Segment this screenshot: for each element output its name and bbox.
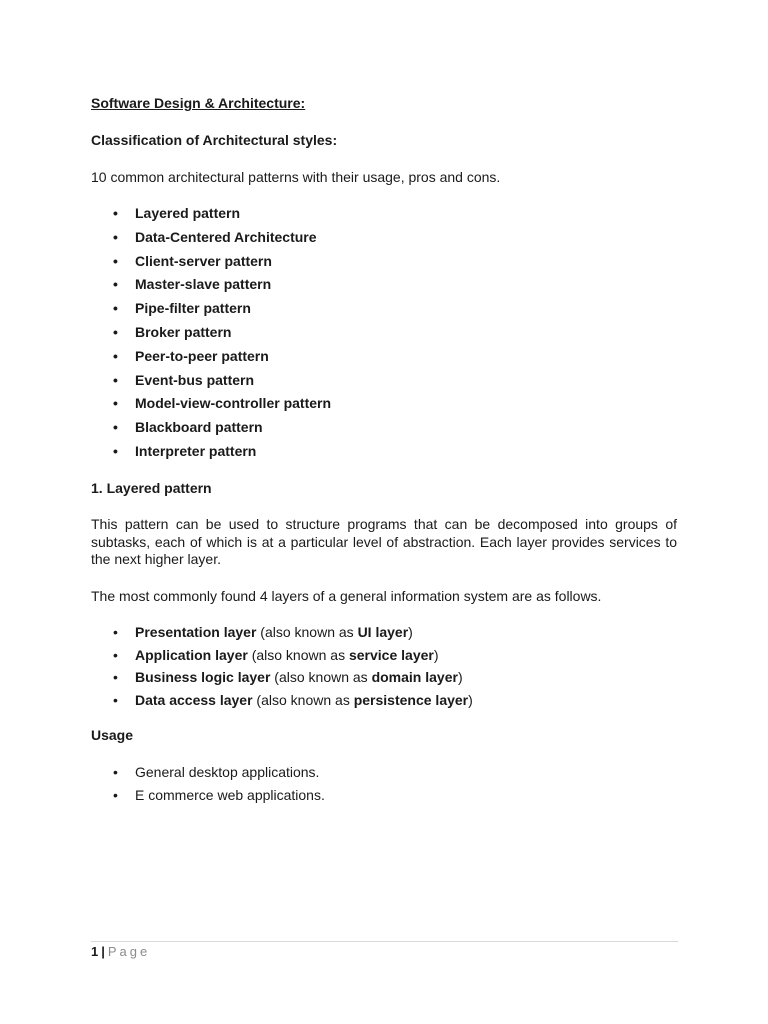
list-item [91, 348, 331, 372]
pattern-label: Master-slave pattern [135, 276, 272, 293]
layer-alias: domain layer [371, 669, 458, 685]
list-item [91, 229, 331, 253]
pattern-label: Client-server pattern [135, 252, 272, 269]
pattern-label: Peer-to-peer pattern [135, 347, 269, 364]
bullet-icon: • [113, 786, 118, 803]
list-item [91, 647, 473, 670]
layer-aka: (also known as [270, 669, 372, 685]
list-item [91, 205, 331, 229]
list-item [91, 253, 331, 277]
layer-close: ) [468, 691, 473, 708]
usage-heading: Usage [91, 727, 134, 743]
layer-aka: (also known as [247, 646, 349, 663]
bullet-icon: • [113, 764, 118, 780]
list-item [91, 764, 325, 787]
intro-text: 10 common architectural patterns with their usage, pros and cons. [91, 169, 501, 185]
list-item [91, 419, 331, 443]
page-footer [91, 944, 150, 960]
bullet-icon: • [113, 205, 118, 221]
bullet-icon: • [113, 419, 118, 436]
layer-aka: (also known as [252, 691, 354, 708]
pattern-list [91, 205, 331, 467]
layer-aka: (also known as [256, 624, 358, 640]
layer-close: ) [433, 646, 439, 663]
layer-name: Application layer [135, 646, 248, 663]
layer-close: ) [457, 669, 463, 685]
layer-alias: service layer [348, 646, 434, 663]
bullet-icon: • [113, 228, 118, 245]
bullet-icon: • [113, 691, 118, 708]
section-subtitle: Classification of Architectural styles: [91, 132, 338, 148]
usage-label: E commerce web applications. [135, 786, 325, 803]
document-title: Software Design & Architecture: [91, 95, 306, 111]
pattern-label: Pipe-filter pattern [135, 300, 251, 317]
bullet-icon: • [113, 276, 118, 293]
page-label: Page [107, 944, 151, 959]
bullet-icon: • [113, 300, 118, 317]
layer-name: Business logic layer [135, 669, 271, 685]
layer-alias: persistence layer [353, 691, 469, 708]
section-heading: 1. Layered pattern [91, 480, 212, 496]
layer-alias: UI layer [357, 624, 409, 640]
layer-close: ) [408, 624, 413, 640]
list-item [91, 669, 473, 692]
list-item [91, 300, 331, 324]
list-item [91, 372, 331, 396]
layer-list [91, 624, 473, 714]
bullet-icon: • [113, 323, 118, 340]
list-item [91, 443, 331, 467]
pattern-label: Blackboard pattern [135, 419, 263, 436]
footer-separator: | [101, 944, 105, 959]
bullet-icon: • [113, 669, 118, 685]
footer-divider [91, 941, 678, 942]
bullet-icon: • [113, 646, 118, 663]
list-item [91, 395, 331, 419]
bullet-icon: • [113, 624, 118, 640]
bullet-icon: • [113, 395, 118, 412]
page-number: 1 [91, 944, 99, 959]
pattern-label: Data-Centered Architecture [135, 228, 317, 245]
list-item [91, 276, 331, 300]
bullet-icon: • [113, 371, 118, 388]
bullet-icon: • [113, 347, 118, 364]
section-paragraph: The most commonly found 4 layers of a general information system are as follows. [91, 588, 602, 604]
layer-name: Presentation layer [135, 624, 257, 640]
pattern-label: Layered pattern [135, 205, 241, 221]
pattern-label: Model-view-controller pattern [135, 395, 332, 412]
pattern-label: Event-bus pattern [135, 371, 255, 388]
layer-name: Data access layer [135, 691, 253, 708]
list-item [91, 692, 473, 715]
bullet-icon: • [113, 252, 118, 269]
bullet-icon: • [113, 442, 118, 459]
section-paragraph: This pattern can be used to structure programs that can be decomposed into groups of subtasks, each of which is at a particular level of abstraction. Each layer provides services to the next higher layer. [91, 516, 677, 567]
pattern-label: Broker pattern [135, 323, 232, 340]
list-item [91, 624, 473, 647]
list-item [91, 787, 325, 810]
pattern-label: Interpreter pattern [135, 442, 257, 459]
usage-label: General desktop applications. [135, 764, 320, 780]
usage-list [91, 764, 325, 809]
list-item [91, 324, 331, 348]
